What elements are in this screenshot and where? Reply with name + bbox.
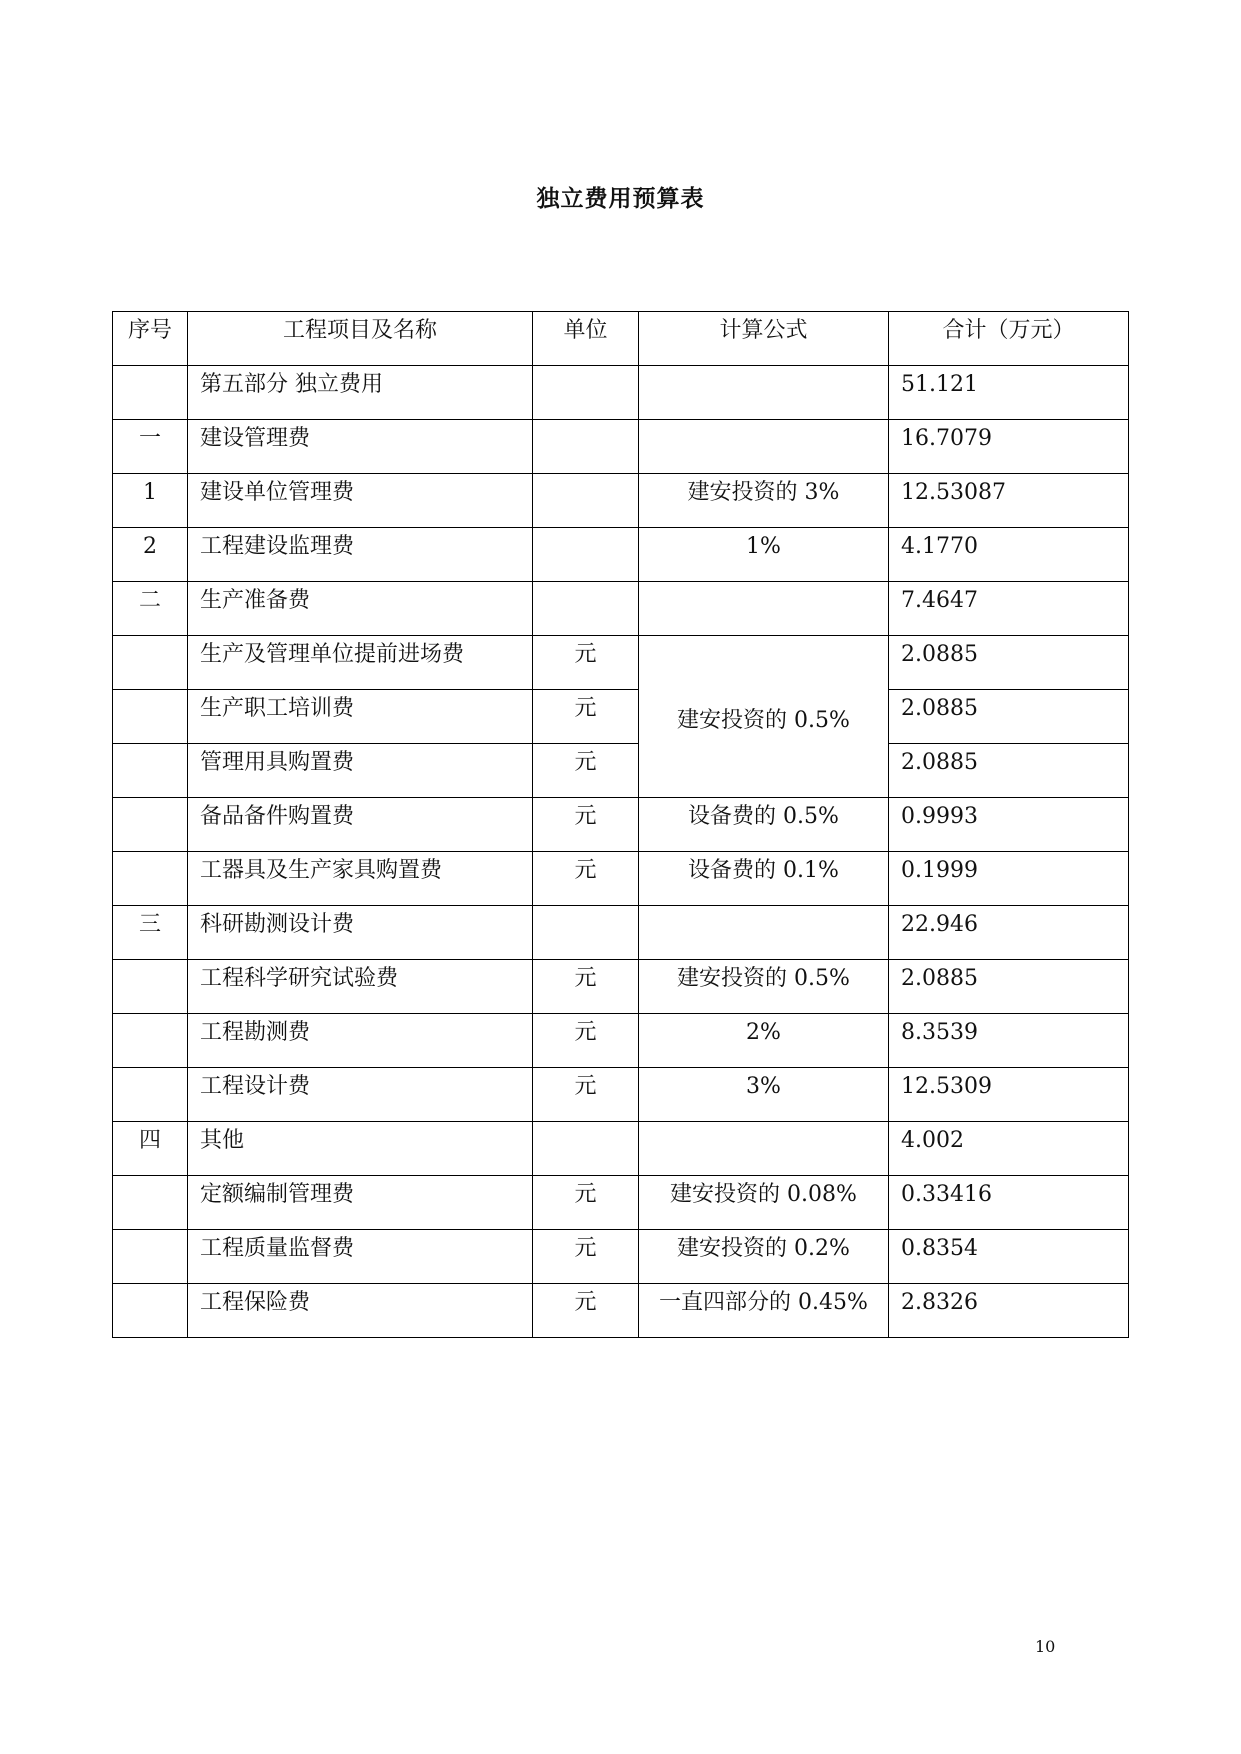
cell-total: 8.3539: [889, 1014, 1129, 1068]
cell-no: 一: [113, 420, 188, 474]
cell-name: 工程科学研究试验费: [188, 960, 533, 1014]
table-row: [113, 744, 1129, 798]
cell-name: 工器具及生产家具购置费: [188, 852, 533, 906]
cell-formula: 一直四部分的 0.45%: [639, 1284, 889, 1338]
table-row: [113, 960, 1129, 1014]
cell-name: 工程设计费: [188, 1068, 533, 1122]
cell-formula: 建安投资的 0.08%: [639, 1176, 889, 1230]
cell-name: 建设管理费: [188, 420, 533, 474]
cell-no: [113, 1176, 188, 1230]
cell-total: 2.0885: [889, 744, 1129, 798]
cell-formula: 设备费的 0.1%: [639, 852, 889, 906]
cell-unit: [533, 366, 639, 420]
cell-total: 0.33416: [889, 1176, 1129, 1230]
cell-total: 16.7079: [889, 420, 1129, 474]
cell-name: 管理用具购置费: [188, 744, 533, 798]
cell-total: 4.1770: [889, 528, 1129, 582]
cell-formula: [639, 420, 889, 474]
cell-total: 2.0885: [889, 690, 1129, 744]
cell-unit: 元: [533, 690, 639, 744]
cell-unit: 元: [533, 1176, 639, 1230]
cell-total: 12.5309: [889, 1068, 1129, 1122]
cell-name: 工程建设监理费: [188, 528, 533, 582]
cell-no: 2: [113, 528, 188, 582]
cell-no: [113, 852, 188, 906]
cell-formula: [639, 582, 889, 636]
table-row: [113, 690, 1129, 744]
cell-unit: [533, 420, 639, 474]
cell-total: 0.8354: [889, 1230, 1129, 1284]
cell-total: 2.0885: [889, 636, 1129, 690]
table-row: [113, 1122, 1129, 1176]
table-row: [113, 1284, 1129, 1338]
cell-unit: 元: [533, 1068, 639, 1122]
cell-unit: 元: [533, 852, 639, 906]
cell-name: 工程保险费: [188, 1284, 533, 1338]
cell-unit: 元: [533, 744, 639, 798]
cell-name: 生产及管理单位提前进场费: [188, 636, 533, 690]
header-cell-formula: 计算公式: [639, 312, 889, 366]
cell-formula: 建安投资的 0.5%: [639, 960, 889, 1014]
table-row: [113, 636, 1129, 690]
budget-table: [112, 311, 1129, 1338]
cell-total: 22.946: [889, 906, 1129, 960]
cell-no: [113, 1068, 188, 1122]
cell-unit: [533, 474, 639, 528]
cell-no: [113, 1014, 188, 1068]
cell-no: [113, 744, 188, 798]
cell-no: [113, 636, 188, 690]
cell-unit: [533, 528, 639, 582]
cell-unit: 元: [533, 798, 639, 852]
cell-formula: 3%: [639, 1068, 889, 1122]
cell-unit: 元: [533, 960, 639, 1014]
cell-unit: [533, 906, 639, 960]
table-row: [113, 474, 1129, 528]
cell-no: [113, 960, 188, 1014]
cell-no: [113, 690, 188, 744]
cell-name: 工程勘测费: [188, 1014, 533, 1068]
cell-total: 0.1999: [889, 852, 1129, 906]
cell-formula: 建安投资的 0.2%: [639, 1230, 889, 1284]
cell-unit: 元: [533, 636, 639, 690]
cell-formula: 设备费的 0.5%: [639, 798, 889, 852]
header-cell-name: 工程项目及名称: [188, 312, 533, 366]
table-row: [113, 1068, 1129, 1122]
cell-unit: 元: [533, 1284, 639, 1338]
cell-no: 二: [113, 582, 188, 636]
table-row: [113, 528, 1129, 582]
cell-formula-merged: 建安投资的 0.5%: [639, 636, 889, 798]
cell-name: 建设单位管理费: [188, 474, 533, 528]
table-row: [113, 582, 1129, 636]
table-row: [113, 366, 1129, 420]
cell-name: 其他: [188, 1122, 533, 1176]
cell-no: [113, 798, 188, 852]
cell-unit: 元: [533, 1230, 639, 1284]
cell-no: 1: [113, 474, 188, 528]
cell-name: 定额编制管理费: [188, 1176, 533, 1230]
cell-unit: [533, 1122, 639, 1176]
cell-no: [113, 1284, 188, 1338]
page-number: 10: [1035, 1637, 1056, 1656]
cell-total: 51.121: [889, 366, 1129, 420]
table-row: [113, 906, 1129, 960]
cell-formula: [639, 1122, 889, 1176]
page-title: 独立费用预算表: [536, 186, 705, 212]
cell-no: 三: [113, 906, 188, 960]
cell-total: 2.0885: [889, 960, 1129, 1014]
cell-total: 7.4647: [889, 582, 1129, 636]
cell-name: 生产职工培训费: [188, 690, 533, 744]
cell-no: [113, 1230, 188, 1284]
cell-formula: [639, 906, 889, 960]
cell-formula: 2%: [639, 1014, 889, 1068]
table-row: [113, 1176, 1129, 1230]
table-row: [113, 1230, 1129, 1284]
cell-name: 备品备件购置费: [188, 798, 533, 852]
cell-name: 第五部分 独立费用: [188, 366, 533, 420]
cell-name: 工程质量监督费: [188, 1230, 533, 1284]
cell-formula: [639, 366, 889, 420]
cell-formula: 建安投资的 3%: [639, 474, 889, 528]
table-row: [113, 1014, 1129, 1068]
cell-unit: [533, 582, 639, 636]
cell-total: 2.8326: [889, 1284, 1129, 1338]
cell-name: 生产准备费: [188, 582, 533, 636]
cell-no: [113, 366, 188, 420]
header-cell-unit: 单位: [533, 312, 639, 366]
table-header-row: [113, 312, 1129, 366]
cell-total: 12.53087: [889, 474, 1129, 528]
cell-total: 4.002: [889, 1122, 1129, 1176]
table-row: [113, 420, 1129, 474]
cell-formula: 1%: [639, 528, 889, 582]
cell-unit: 元: [533, 1014, 639, 1068]
header-cell-total: 合计（万元）: [889, 312, 1129, 366]
cell-no: 四: [113, 1122, 188, 1176]
cell-total: 0.9993: [889, 798, 1129, 852]
cell-name: 科研勘测设计费: [188, 906, 533, 960]
table-row: [113, 852, 1129, 906]
header-cell-no: 序号: [113, 312, 188, 366]
table-row: [113, 798, 1129, 852]
